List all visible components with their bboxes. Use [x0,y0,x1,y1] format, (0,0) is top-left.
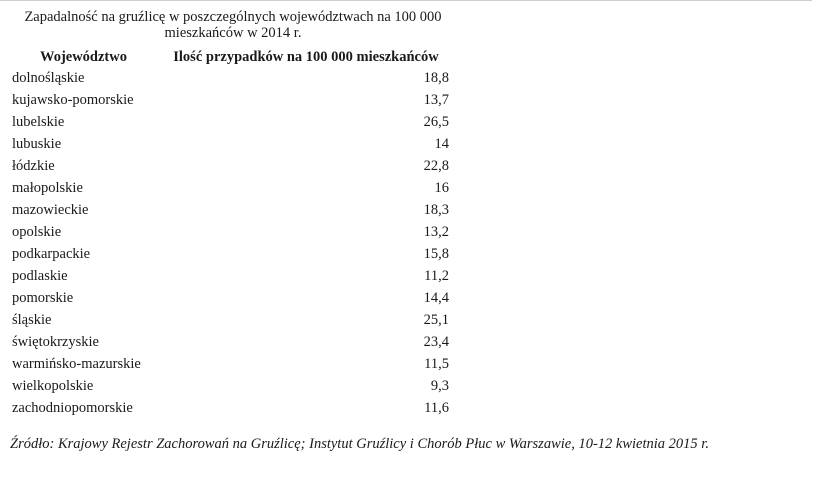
row-value: 14,4 [423,289,449,306]
row-name: podlaskie [12,267,68,284]
row-value: 14 [434,135,449,152]
table-header-row [8,47,453,67]
table-row [8,243,453,265]
table-row [8,89,453,111]
row-value: 9,3 [430,377,449,394]
table-row [8,397,453,419]
row-name: dolnośląskie [12,69,85,86]
row-name: zachodniopomorskie [12,399,133,416]
table-row [8,155,453,177]
row-value: 11,5 [424,355,449,372]
row-name: lubuskie [12,135,62,152]
table-row [8,287,453,309]
row-name: małopolskie [12,179,83,196]
row-name: pomorskie [12,289,74,306]
table-row [8,177,453,199]
table-caption: Zapadalność na gruźlicę w poszczególnych województwach na 100 000 mieszkańców w 2014 r. [24,9,442,41]
row-name: opolskie [12,223,62,240]
row-value: 18,8 [423,69,449,86]
row-name: podkarpackie [12,245,91,262]
row-name: świętokrzyskie [12,333,99,350]
row-value: 13,2 [423,223,449,240]
header-cases: Ilość przypadków na 100 000 mieszkańców [173,48,439,65]
header-voivodeship: Województwo [40,48,127,65]
row-value: 26,5 [423,113,449,130]
top-divider [0,0,812,1]
table-row [8,221,453,243]
incidence-table [8,47,453,419]
row-value: 18,3 [423,201,449,218]
table-row [8,309,453,331]
table-row [8,111,453,133]
table-row [8,331,453,353]
row-value: 11,6 [424,399,449,416]
row-name: lubelskie [12,113,65,130]
table-row [8,133,453,155]
row-value: 22,8 [423,157,449,174]
row-name: warmińsko-mazurskie [12,355,141,372]
row-value: 13,7 [423,91,449,108]
row-value: 23,4 [423,333,449,350]
row-name: kujawsko-pomorskie [12,91,134,108]
table-row [8,67,453,89]
row-value: 25,1 [423,311,449,328]
table-row [8,199,453,221]
row-name: mazowieckie [12,201,89,218]
row-value: 11,2 [424,267,449,284]
row-name: łódzkie [12,157,55,174]
source-note: Źródło: Krajowy Rejestr Zachorowań na Gruźlicę; Instytut Gruźlicy i Chorób Płuc w Warszawie, 10-12 kwietnia 2015 r. [10,436,709,452]
row-value: 15,8 [423,245,449,262]
row-value: 16 [434,179,449,196]
table-row [8,375,453,397]
row-name: śląskie [12,311,52,328]
table-row [8,353,453,375]
table-row [8,265,453,287]
row-name: wielkopolskie [12,377,94,394]
